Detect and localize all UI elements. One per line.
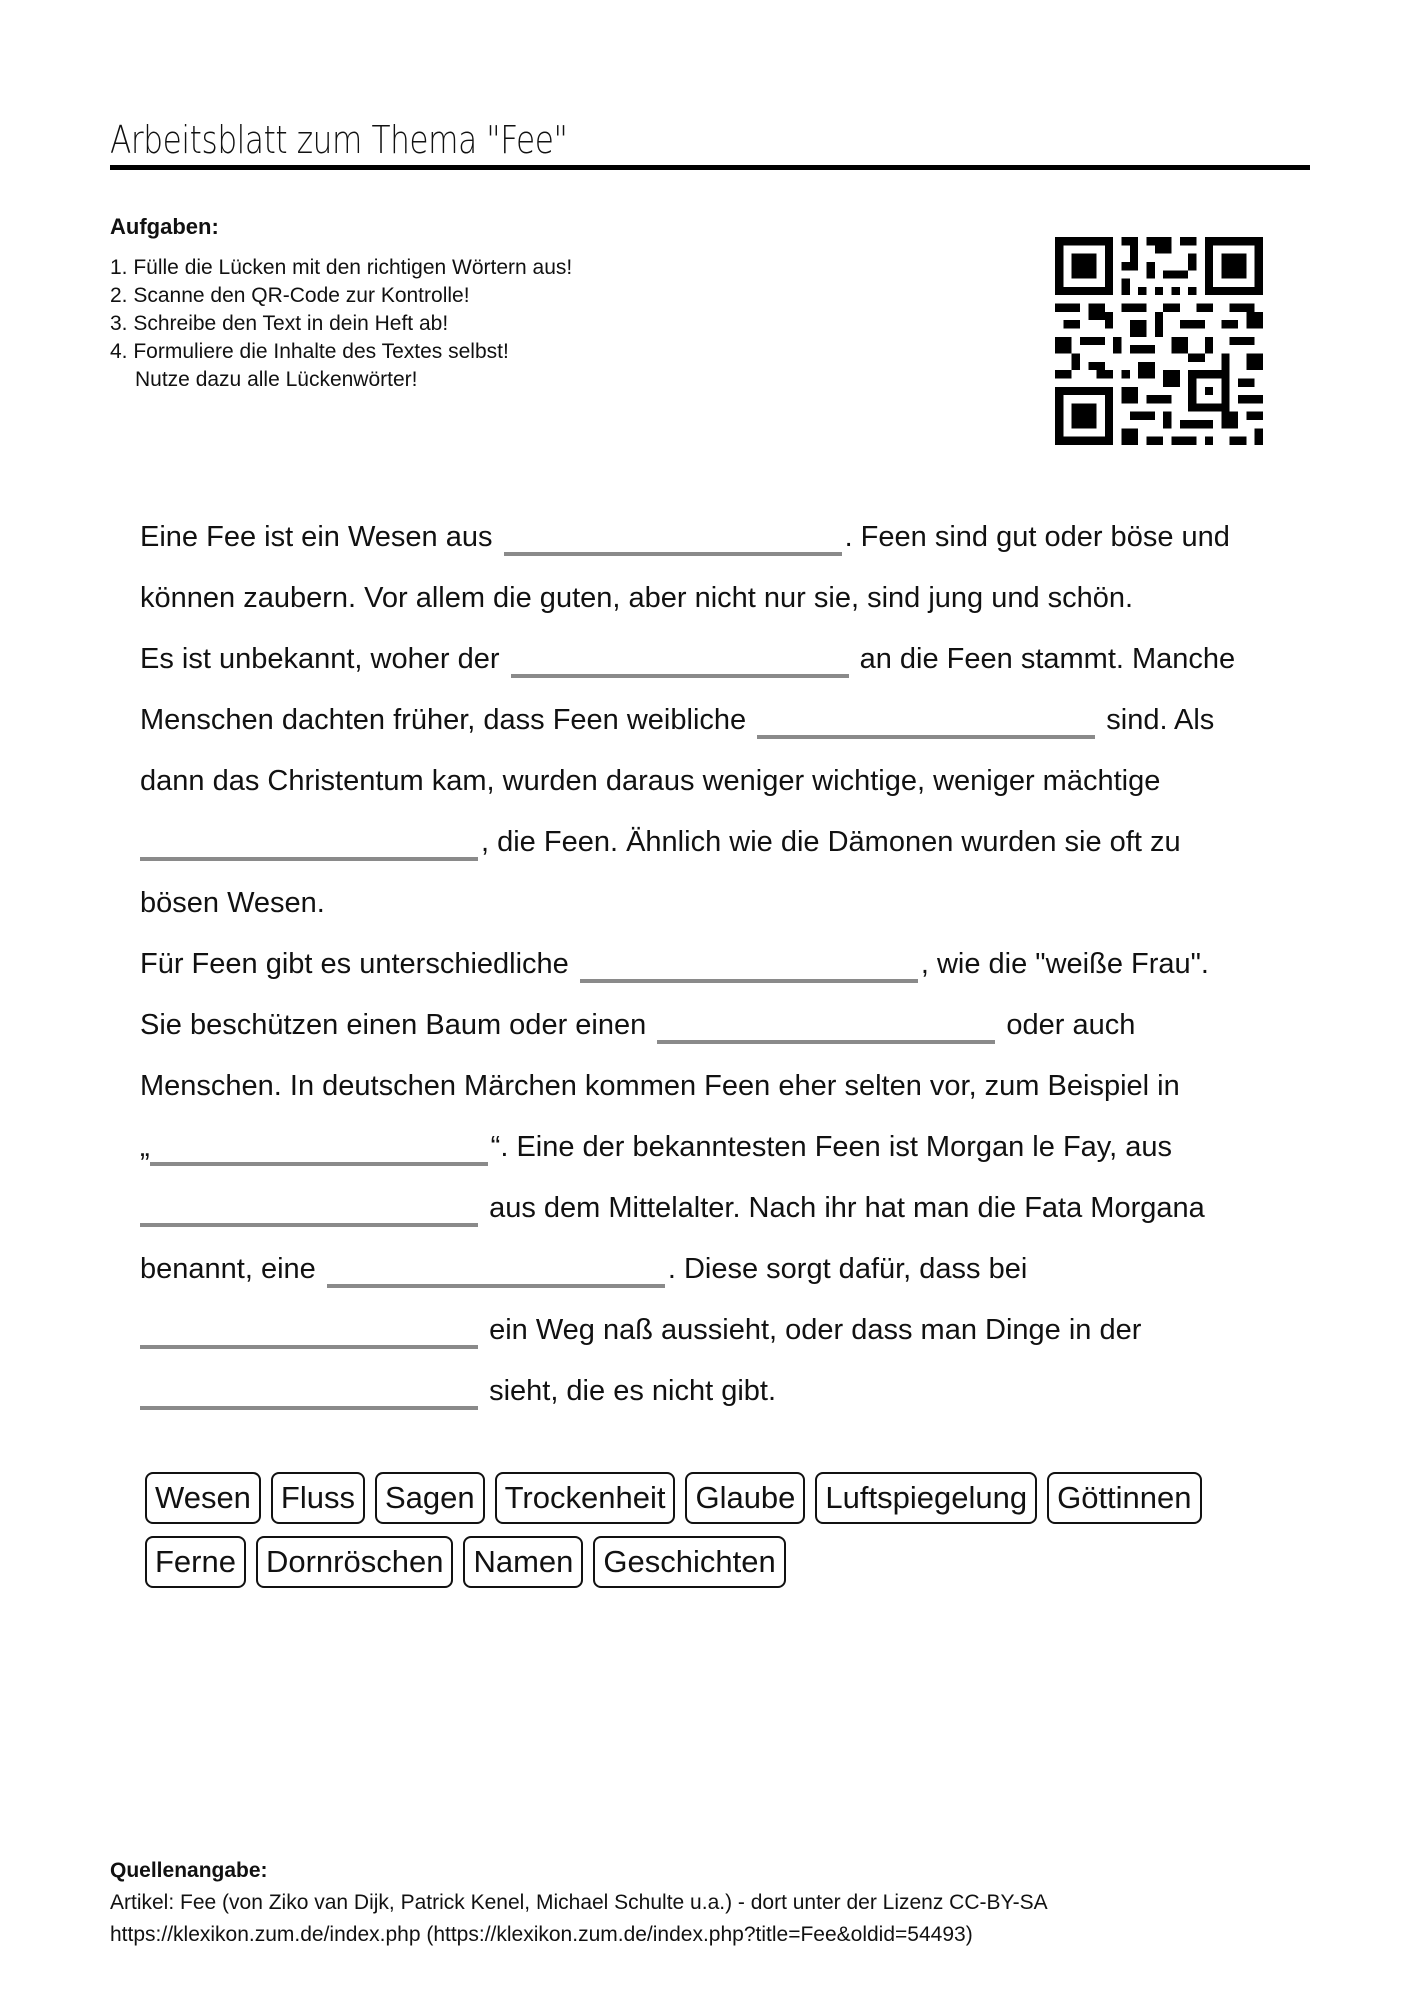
word-chip[interactable]: Trockenheit [495, 1472, 676, 1524]
word-chip[interactable]: Geschichten [593, 1536, 785, 1588]
word-bank-row [145, 1536, 1285, 1588]
title-rule [110, 165, 1310, 170]
word-chip[interactable]: Sagen [375, 1472, 485, 1524]
blank-gap[interactable] [327, 1254, 665, 1288]
blank-gap[interactable] [657, 1010, 995, 1044]
text-segment: Es ist unbekannt, woher der [140, 643, 500, 675]
text-segment: Für Feen gibt es unterschiedliche [140, 948, 569, 980]
word-chip[interactable]: Ferne [145, 1536, 246, 1588]
task-item: 2. Scanne den QR-Code zur Kontrolle! [110, 284, 470, 307]
blank-gap[interactable] [150, 1132, 488, 1166]
text-segment: Menschen. In deutschen Märchen kommen Feen eher selten vor, zum Beispiel in [140, 1070, 1180, 1102]
text-segment: aus dem Mittelalter. Nach ihr hat man die Fata Morgana [489, 1192, 1205, 1224]
text-segment: , die Feen. Ähnlich wie die Dämonen wurden sie oft zu [481, 826, 1181, 858]
blank-gap[interactable] [140, 1376, 478, 1410]
text-segment: an die Feen stammt. Manche [859, 643, 1236, 675]
source-block [110, 1855, 1048, 1951]
text-segment: sind. Als [1106, 704, 1215, 736]
blank-gap[interactable] [504, 522, 842, 556]
text-segment: ein Weg naß aussieht, oder dass man Dinge in der [489, 1314, 1142, 1346]
task-item: Nutze dazu alle Lückenwörter! [135, 368, 418, 391]
text-segment: oder auch [1006, 1009, 1136, 1041]
word-chip[interactable]: Dornröschen [256, 1536, 453, 1588]
text-segment: . Diese sorgt dafür, dass bei [667, 1253, 1028, 1285]
task-item: 4. Formuliere die Inhalte des Textes selbst! [110, 340, 509, 363]
text-segment: „ [140, 1131, 150, 1163]
source-line: Artikel: Fee (von Ziko van Dijk, Patrick Kenel, Michael Schulte u.a.) - dort unter der Lizenz CC-BY-SA [110, 1891, 1048, 1914]
task-item: 1. Fülle die Lücken mit den richtigen Wörtern aus! [110, 256, 573, 279]
text-segment: “. Eine der bekanntesten Feen ist Morgan le Fay, aus [490, 1131, 1173, 1163]
word-bank [145, 1472, 1285, 1600]
text-segment: bösen Wesen. [140, 887, 325, 919]
blank-gap[interactable] [140, 1315, 478, 1349]
source-heading: Quellenangabe: [110, 1859, 268, 1882]
text-segment: . Feen sind gut oder böse und [844, 521, 1230, 553]
word-chip[interactable]: Göttinnen [1047, 1472, 1201, 1524]
word-chip[interactable]: Luftspiegelung [815, 1472, 1037, 1524]
page-title: Arbeitsblatt zum Thema "Fee" [110, 118, 568, 162]
source-line: https://klexikon.zum.de/index.php (https://klexikon.zum.de/index.php?title=Fee&oldid=54493) [110, 1923, 973, 1946]
text-segment: benannt, eine [140, 1253, 316, 1285]
qr-code-icon [1055, 237, 1263, 445]
word-chip[interactable]: Wesen [145, 1472, 261, 1524]
text-segment: sieht, die es nicht gibt. [489, 1375, 777, 1407]
task-item: 3. Schreibe den Text in dein Heft ab! [110, 312, 449, 335]
text-segment: dann das Christentum kam, wurden daraus weniger wichtige, weniger mächtige [140, 765, 1161, 797]
text-segment: Sie beschützen einen Baum oder einen [140, 1009, 647, 1041]
text-segment: , wie die "weiße Frau". [920, 948, 1209, 980]
word-chip[interactable]: Fluss [271, 1472, 365, 1524]
text-segment: können zaubern. Vor allem die guten, aber nicht nur sie, sind jung und schön. [140, 582, 1134, 614]
cloze-text [140, 507, 1280, 1422]
text-segment: Menschen dachten früher, dass Feen weibliche [140, 704, 747, 736]
tasks-heading: Aufgaben: [110, 214, 219, 239]
task-list [110, 254, 572, 394]
blank-gap[interactable] [140, 1193, 478, 1227]
blank-gap[interactable] [140, 827, 478, 861]
word-chip[interactable]: Namen [463, 1536, 583, 1588]
blank-gap[interactable] [757, 705, 1095, 739]
text-segment: Eine Fee ist ein Wesen aus [140, 521, 493, 553]
blank-gap[interactable] [511, 644, 849, 678]
word-chip[interactable]: Glaube [685, 1472, 805, 1524]
blank-gap[interactable] [580, 949, 918, 983]
word-bank-row [145, 1472, 1285, 1524]
